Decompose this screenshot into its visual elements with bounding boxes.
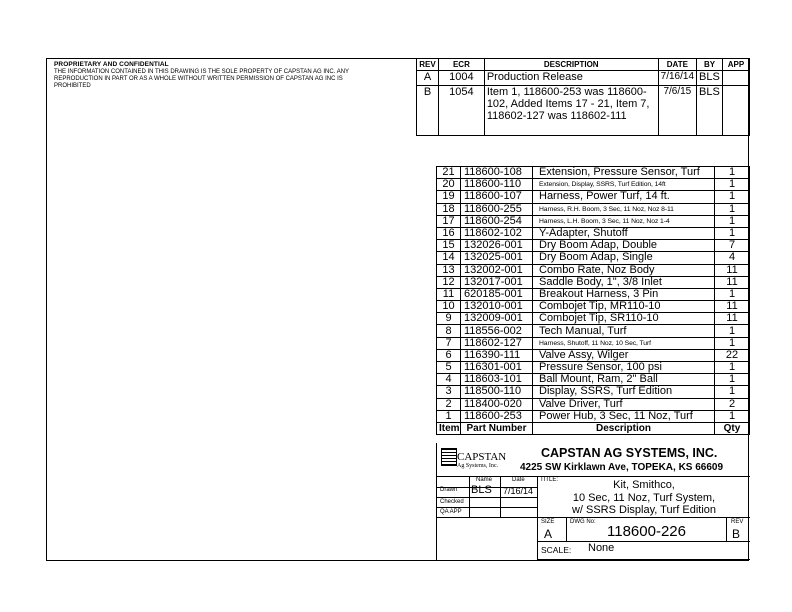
part-number-cell: 132025-001 (461, 252, 533, 264)
qty-cell: 11 (715, 264, 750, 276)
scale-value: None (588, 542, 615, 554)
ecr-cell: 1004 (438, 71, 484, 86)
table-row (437, 288, 750, 300)
qty-cell: 1 (715, 227, 750, 239)
by-cell: BLS (697, 71, 723, 86)
revision-table (416, 58, 750, 136)
description-cell: Combojet Tip, SR110-10 (533, 313, 715, 325)
part-number-cell: 116390-111 (461, 349, 533, 361)
title-line: Kit, Smithco, (613, 479, 675, 491)
description-cell: Extension, Display, SSRS, Turf Edition, 14ft (533, 179, 715, 191)
description-cell: Harness, Power Turf, 14 ft. (533, 191, 715, 203)
table-row (437, 362, 750, 374)
part-number-cell: 132002-001 (461, 264, 533, 276)
drawn-label: Drawn (440, 487, 458, 493)
size-value: A (544, 527, 553, 541)
revision-row (417, 71, 750, 86)
part-number-cell: 118600-253 (461, 410, 533, 422)
dwg-label: DWG No: (570, 519, 596, 525)
date-cell: 7/16/14 (658, 71, 696, 86)
description-cell: Dry Boom Adap, Single (533, 252, 715, 264)
qty-cell: 1 (715, 337, 750, 349)
part-number-cell: 118500-110 (461, 386, 533, 398)
part-number-cell: 118603-101 (461, 374, 533, 386)
app-cell (723, 86, 750, 136)
qty-cell: 1 (715, 325, 750, 337)
item-number-cell: 1 (437, 410, 461, 422)
drawing-number: 118600-226 (607, 523, 686, 540)
item-number-cell: 13 (437, 264, 461, 276)
item-number-cell: 5 (437, 362, 461, 374)
description-cell: Extension, Pressure Sensor, Turf (533, 167, 715, 179)
description-cell: Harness, R.H. Boom, 3 Sec, 11 Noz, Noz 8-11 (533, 203, 715, 215)
table-row (437, 179, 750, 191)
qty-cell: 1 (715, 191, 750, 203)
item-number-cell: 15 (437, 240, 461, 252)
ecr-col-header: ECR (438, 59, 484, 71)
qty-cell: 1 (715, 410, 750, 422)
name-label: Name (476, 477, 493, 483)
bom-header-row (437, 422, 750, 434)
app-col-header: APP (723, 59, 750, 71)
item-number-cell: 11 (437, 288, 461, 300)
table-row (437, 264, 750, 276)
description-cell: Ball Mount, Ram, 2" Ball (533, 374, 715, 386)
part-number-cell: 118600-255 (461, 203, 533, 215)
item-number-cell: 16 (437, 227, 461, 239)
title-line: w/ SSRS Display, Turf Edition (571, 504, 717, 516)
part-number-cell: 132009-001 (461, 313, 533, 325)
part-number-cell: 118602-102 (461, 227, 533, 239)
capstan-logo-icon (441, 448, 457, 466)
item-number-cell: 2 (437, 398, 461, 410)
item-number-cell: 4 (437, 374, 461, 386)
rev-label: REV (731, 519, 744, 525)
part-number-cell: 118600-110 (461, 179, 533, 191)
item-number-cell: 14 (437, 252, 461, 264)
rev-value: B (732, 527, 741, 541)
table-row (437, 191, 750, 203)
item-number-cell: 9 (437, 313, 461, 325)
table-row (437, 313, 750, 325)
qty-cell: 1 (715, 179, 750, 191)
item-number-cell: 21 (437, 167, 461, 179)
table-row (437, 227, 750, 239)
qty-cell: 7 (715, 240, 750, 252)
qty-cell: 1 (715, 362, 750, 374)
qty-cell: 11 (715, 313, 750, 325)
description-col-header: Description (533, 422, 715, 434)
part-number-cell: 132010-001 (461, 301, 533, 313)
qty-cell: 1 (715, 167, 750, 179)
table-row (437, 349, 750, 361)
table-row (437, 337, 750, 349)
drawing-title (538, 479, 750, 517)
description-cell: Power Hub, 3 Sec, 11 Noz, Turf (533, 410, 715, 422)
table-row (437, 410, 750, 422)
logo-text: CAPSTAN (457, 451, 507, 463)
checked-label: Checked (440, 499, 464, 505)
qty-cell: 1 (715, 203, 750, 215)
rev-col-header: REV (417, 59, 439, 71)
date-col-header: DATE (658, 59, 696, 71)
description-cell: Pressure Sensor, 100 psi (533, 362, 715, 374)
drawn-date: 7/16/14 (503, 486, 534, 496)
part-number-cell: 132026-001 (461, 240, 533, 252)
description-col-header: DESCRIPTION (484, 59, 658, 71)
proprietary-title: PROPRIETARY AND CONFIDENTIAL (54, 61, 169, 68)
size-label: SIZE (541, 519, 555, 525)
qty-cell: 4 (715, 252, 750, 264)
table-row (437, 374, 750, 386)
part-number-cell: 620185-001 (461, 288, 533, 300)
part-number-cell: 118600-108 (461, 167, 533, 179)
table-row (437, 386, 750, 398)
description-cell: Combo Rate, Noz Body (533, 264, 715, 276)
qty-cell: 11 (715, 301, 750, 313)
bill-of-materials (436, 166, 750, 435)
date-cell: 7/6/15 (658, 86, 696, 136)
qty-cell: 1 (715, 288, 750, 300)
title-line: 10 Sec, 11 Noz, Turf System, (572, 491, 716, 504)
part-number-cell: 116301-001 (461, 362, 533, 374)
part-number-cell: 118602-127 (461, 337, 533, 349)
proprietary-body: THE INFORMATION CONTAINED IN THIS DRAWING IS THE SOLE PROPERTY OF CAPSTAN AG INC. ANY REPRODUCTION IN PART OR AS A WHOLE WITHOUT WRITTEN PERMISSION OF CAPSTAN AG INC IS PROHIBITED (54, 69, 349, 89)
part-number-cell: 118600-107 (461, 191, 533, 203)
item-number-cell: 7 (437, 337, 461, 349)
description-cell: Display, SSRS, Turf Edition (533, 386, 715, 398)
date-label: Date (512, 477, 525, 483)
table-row (437, 203, 750, 215)
table-row (437, 276, 750, 288)
part-number-col-header: Part Number (461, 422, 533, 434)
description-cell: Combojet Tip, MR110-10 (533, 301, 715, 313)
item-number-cell: 19 (437, 191, 461, 203)
description-cell: Tech Manual, Turf (533, 325, 715, 337)
title-label: TITLE: (540, 477, 559, 483)
description-cell: Harness, Shutoff, 11 Noz, 10 Sec, Turf (533, 337, 715, 349)
description-cell: Y-Adapter, Shutoff (533, 227, 715, 239)
description-cell: Valve Assy, Wilger (533, 349, 715, 361)
rev-cell: A (417, 71, 439, 86)
item-number-cell: 12 (437, 276, 461, 288)
description-cell: Valve Driver, Turf (533, 398, 715, 410)
ecr-cell: 1054 (438, 86, 484, 136)
revision-header-row (417, 59, 750, 71)
table-row (437, 398, 750, 410)
title-block (436, 443, 749, 561)
qa-app-label: QA APP (440, 509, 462, 515)
table-row (437, 301, 750, 313)
item-number-cell: 8 (437, 325, 461, 337)
qty-cell: 1 (715, 386, 750, 398)
table-row (437, 252, 750, 264)
item-number-cell: 17 (437, 215, 461, 227)
description-cell: Breakout Harness, 3 Pin (533, 288, 715, 300)
company-address: 4225 SW Kirklawn Ave, TOPEKA, KS 66609 (520, 462, 724, 473)
description-cell: Saddle Body, 1", 3/8 Inlet (533, 276, 715, 288)
description-cell: Harness, L.H. Boom, 3 Sec, 11 Noz, Noz 1-4 (533, 215, 715, 227)
by-col-header: BY (697, 59, 723, 71)
qty-cell: 22 (715, 349, 750, 361)
part-number-cell: 118600-254 (461, 215, 533, 227)
qty-col-header: Qty (715, 422, 750, 434)
item-col-header: Item (437, 422, 461, 434)
description-cell: Dry Boom Adap, Double (533, 240, 715, 252)
table-row (437, 325, 750, 337)
qty-cell: 11 (715, 276, 750, 288)
company-name: CAPSTAN AG SYSTEMS, INC. (541, 446, 718, 460)
item-number-cell: 18 (437, 203, 461, 215)
revision-row (417, 86, 750, 136)
app-cell (723, 71, 750, 86)
scale-label: SCALE: (541, 545, 572, 555)
item-number-cell: 3 (437, 386, 461, 398)
table-row (437, 215, 750, 227)
rev-cell: B (417, 86, 439, 136)
part-number-cell: 118556-002 (461, 325, 533, 337)
item-number-cell: 6 (437, 349, 461, 361)
table-row (437, 167, 750, 179)
description-cell: Production Release (484, 71, 658, 86)
qty-cell: 1 (715, 374, 750, 386)
description-cell: Item 1, 118600-253 was 118600-102, Added Items 17 - 21, Item 7, 118602-127 was 118602-111 (484, 86, 658, 136)
item-number-cell: 10 (437, 301, 461, 313)
part-number-cell: 118400-020 (461, 398, 533, 410)
qty-cell: 2 (715, 398, 750, 410)
drawn-name: BLS (471, 484, 492, 496)
part-number-cell: 132017-001 (461, 276, 533, 288)
item-number-cell: 20 (437, 179, 461, 191)
logo-subtext: Ag Systems, Inc. (457, 463, 498, 469)
table-row (437, 240, 750, 252)
qty-cell: 1 (715, 215, 750, 227)
by-cell: BLS (697, 86, 723, 136)
